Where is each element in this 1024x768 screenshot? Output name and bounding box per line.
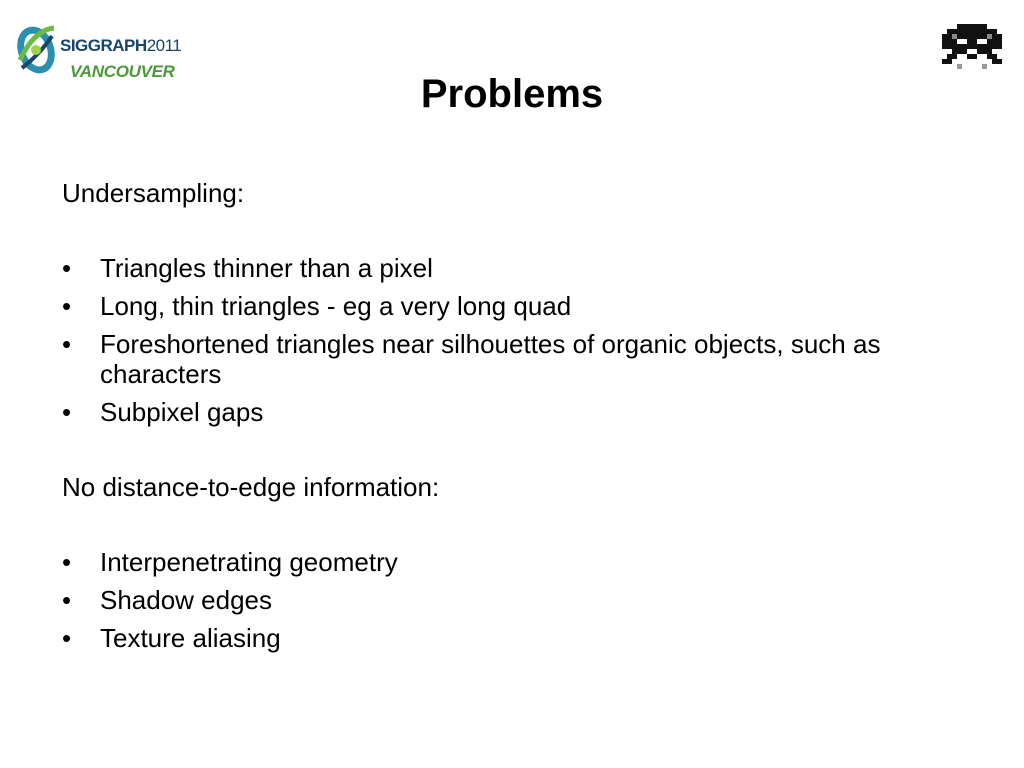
list-item: • Texture aliasing xyxy=(62,623,962,653)
space-invader-icon xyxy=(942,24,1002,74)
siggraph-logo-icon xyxy=(14,20,58,78)
list-item: • Shadow edges xyxy=(62,585,962,615)
logo-city: VANCOUVER xyxy=(70,62,175,81)
logo-name: SIGGRAPH xyxy=(60,36,147,55)
list-item: • Interpenetrating geometry xyxy=(62,547,962,577)
slide-title: Problems xyxy=(420,72,604,116)
logo-year: 2011 xyxy=(146,36,182,55)
bullet-list-undersampling xyxy=(62,253,962,427)
section-heading-distance: No distance-to-edge information: xyxy=(62,472,440,502)
list-item: • Subpixel gaps xyxy=(62,397,962,427)
spacer xyxy=(62,502,962,547)
spacer xyxy=(62,435,962,472)
list-item: • Long, thin triangles - eg a very long quad xyxy=(62,291,962,321)
spacer xyxy=(62,208,962,253)
list-item: • Triangles thinner than a pixel xyxy=(62,253,962,283)
bullet-list-distance xyxy=(62,547,962,653)
slide-body xyxy=(62,178,962,661)
section-heading-undersampling: Undersampling: xyxy=(62,178,245,208)
logo-wordmark xyxy=(60,36,181,56)
list-item: • Foreshortened triangles near silhouettes of organic objects, such as characters xyxy=(62,329,962,389)
